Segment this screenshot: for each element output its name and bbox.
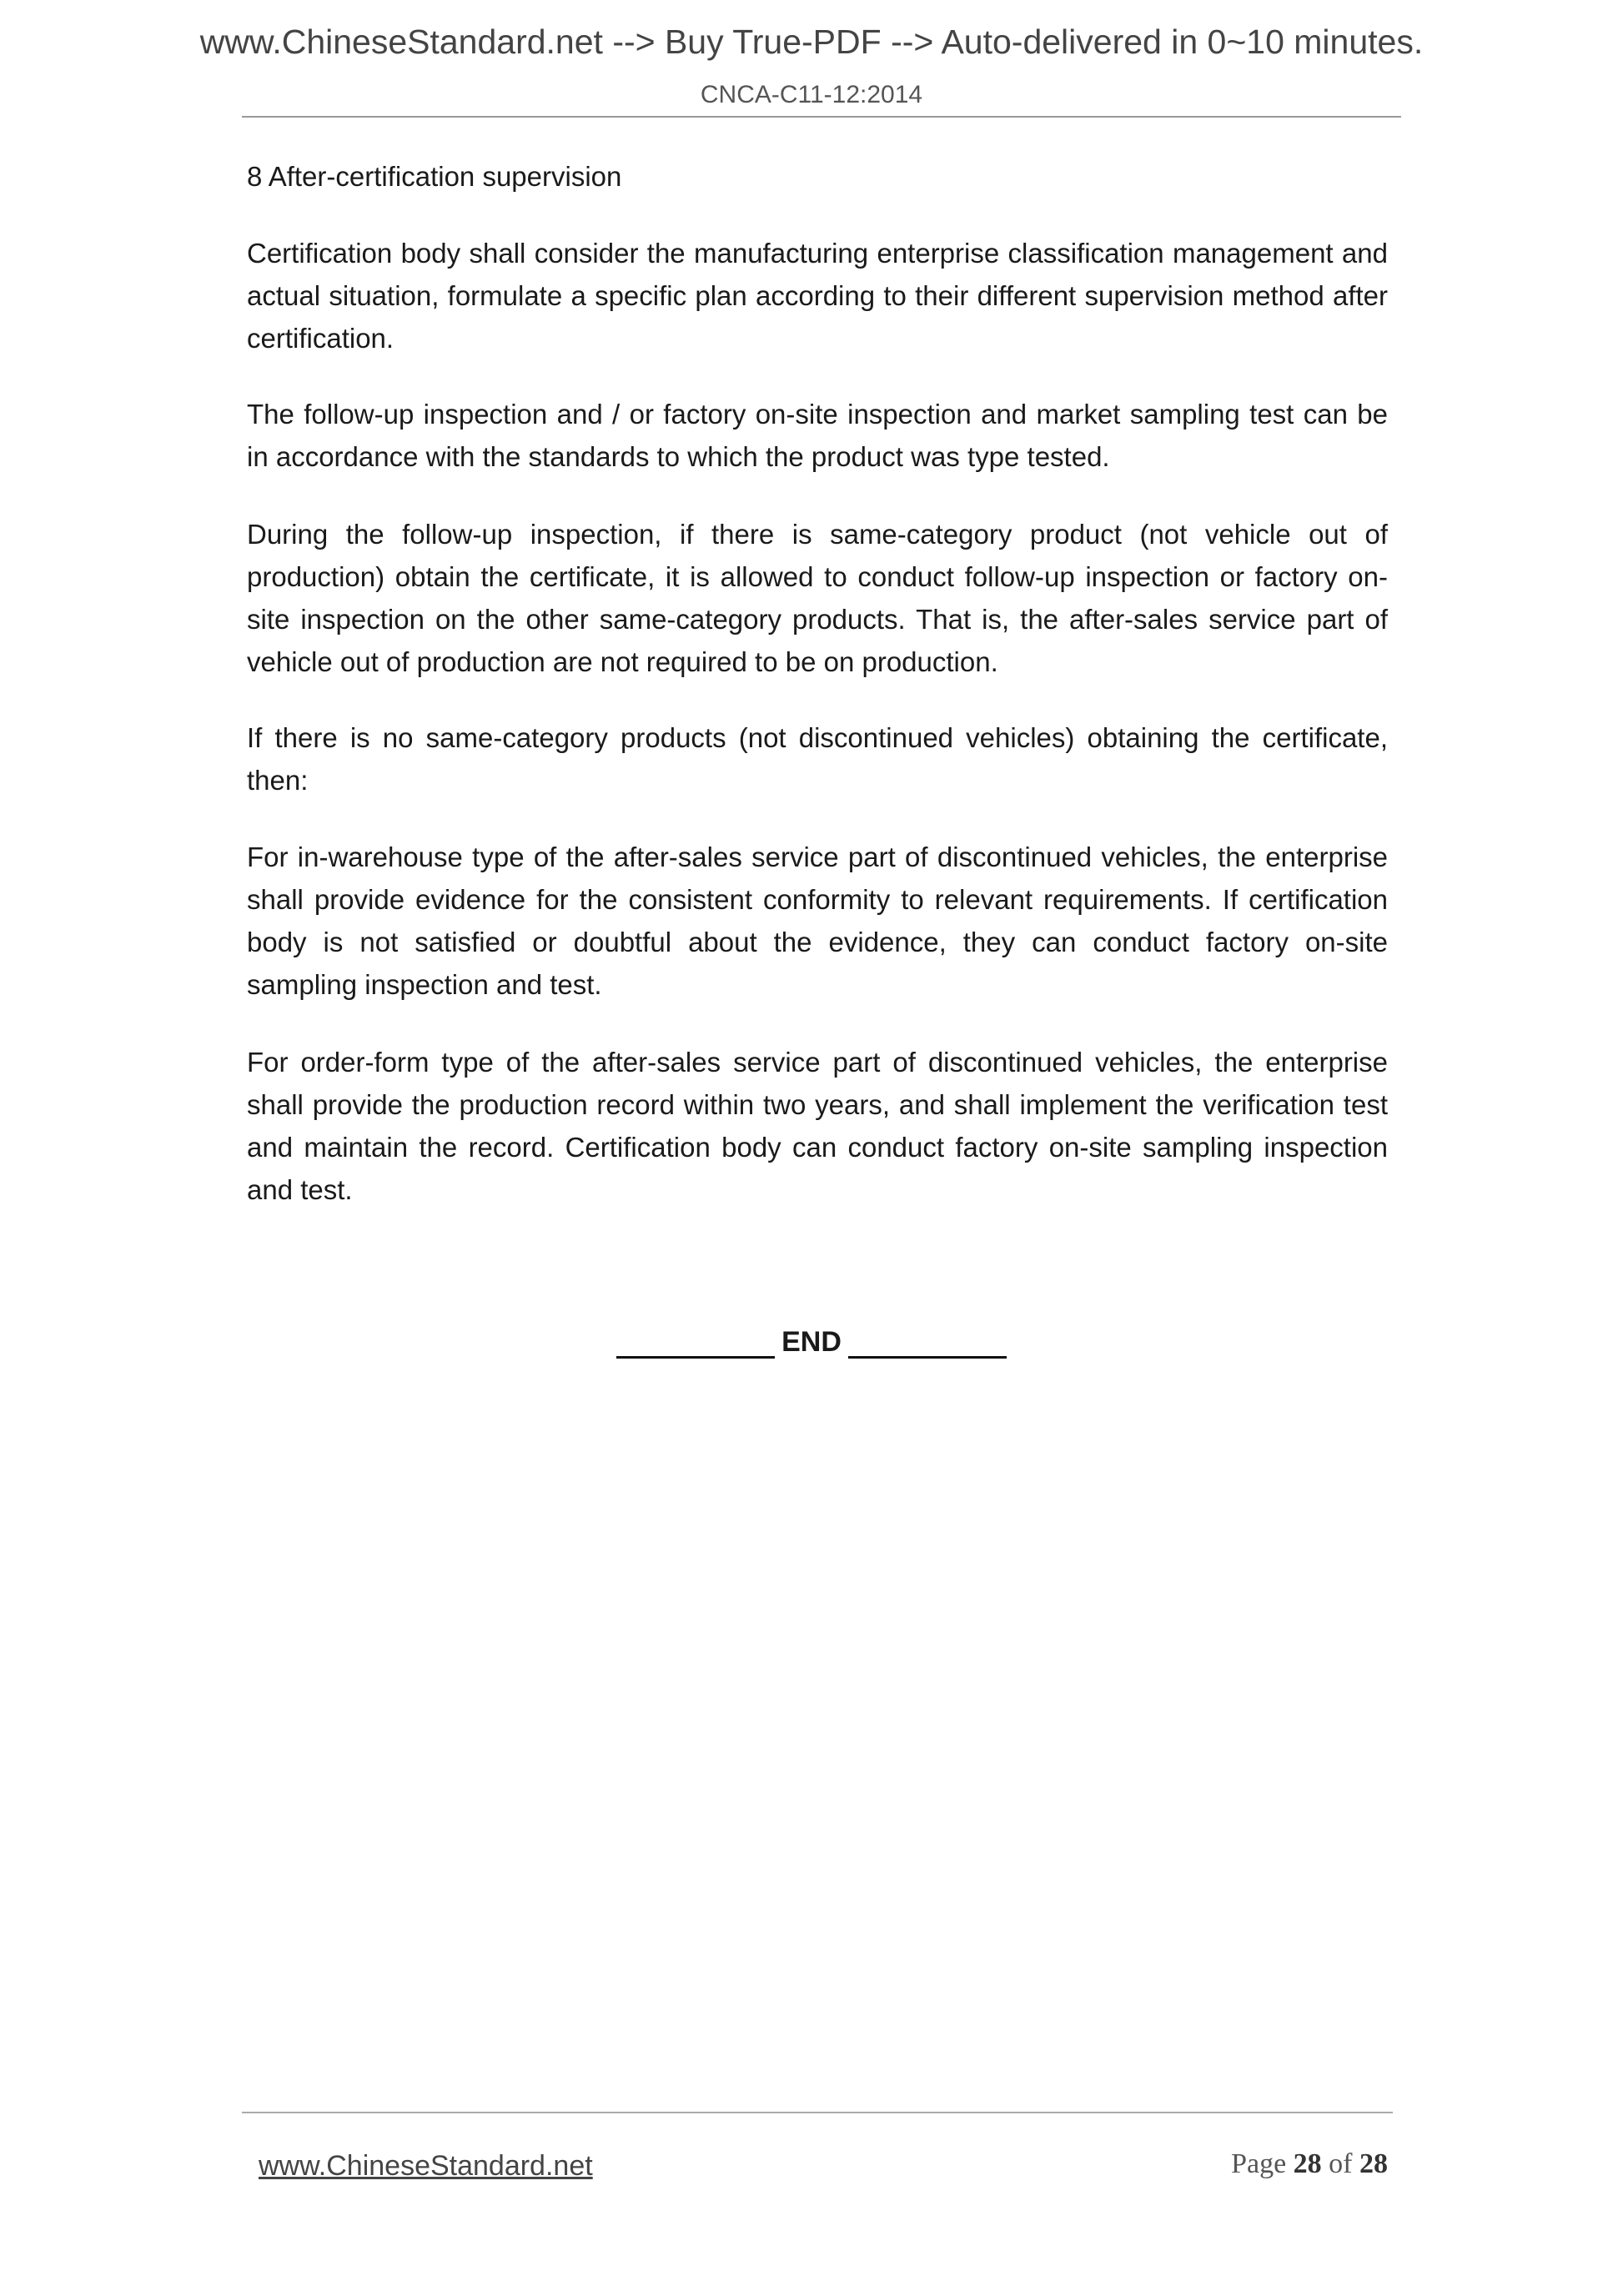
paragraph: For in-warehouse type of the after-sales service part of discontinued vehicles, the enterprise shall provide evidence for the consistent conformity to relevant requirements. If certification body is not satisfied or doubtful about the evidence, they can conduct factory on-site sampling inspection and test. [247,842,1388,1000]
page-current: 28 [1293,2148,1322,2179]
page-prefix: Page [1231,2148,1287,2179]
footer-website-link[interactable]: www.ChineseStandard.net [259,2150,593,2182]
section-title: 8 After-certification supervision [247,161,622,192]
page-number [1231,2148,1388,2180]
end-marker [0,1324,1623,1359]
paragraph: If there is no same-category products (not discontinued vehicles) obtaining the certificate, then: [247,722,1388,796]
header-banner: www.ChineseStandard.net --> Buy True-PDF --> Auto-delivered in 0~10 minutes. [199,23,1424,61]
paragraph: The follow-up inspection and / or factory on-site inspection and market sampling test can be in accordance with the standards to which the product was type tested. [247,399,1388,472]
paragraph: Certification body shall consider the manufacturing enterprise classification management and actual situation, formulate a specific plan according to their different supervision method after certification. [247,238,1388,354]
paragraph: During the follow-up inspection, if there is same-category product (not vehicle out of production) obtain the certificate, it is allowed to conduct follow-up inspection or factory on-site inspection on the other same-category products. That is, the after-sales service part of vehicle out of production are not required to be on production. [247,519,1388,677]
header-divider [242,116,1401,118]
paragraph: For order-form type of the after-sales service part of discontinued vehicles, the enterprise shall provide the production record within two years, and shall implement the verification test and maintain the record. Certification body can conduct factory on-site sampling inspection and test. [247,1047,1388,1205]
footer-divider [242,2112,1393,2113]
underline-rule [848,1324,1007,1359]
end-label: END [781,1326,842,1358]
underline-rule [616,1324,775,1359]
page-of: of [1329,2148,1353,2179]
document-code: CNCA-C11-12:2014 [700,81,923,108]
page-total: 28 [1359,2148,1388,2179]
